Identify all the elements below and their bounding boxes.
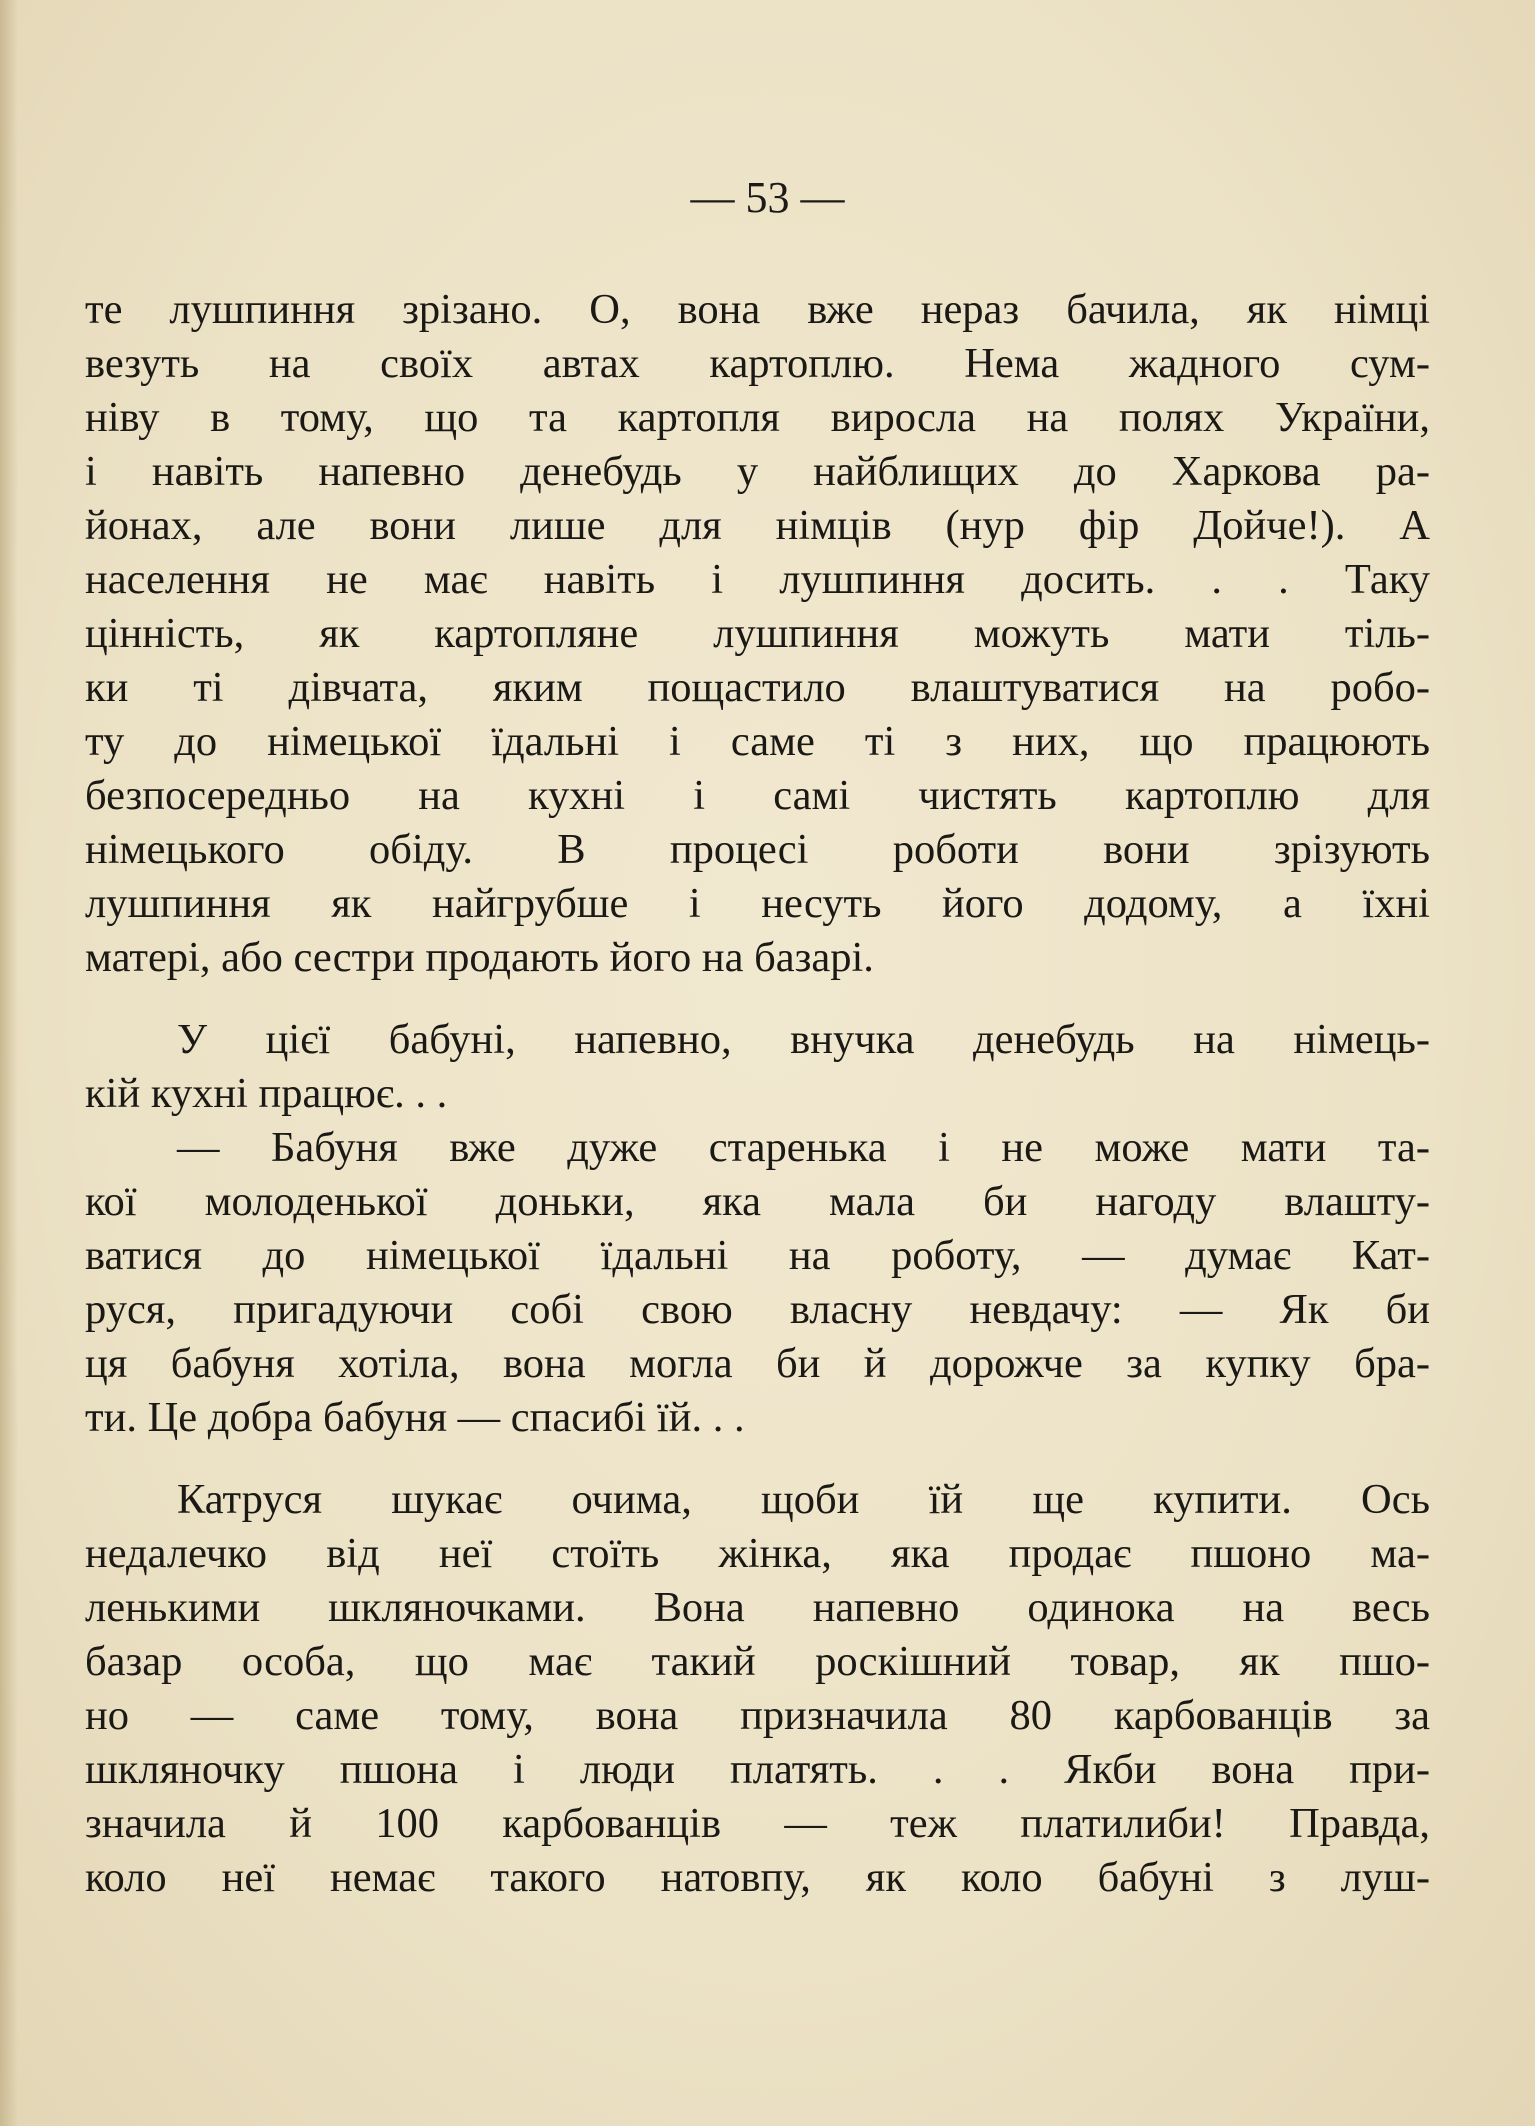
text-line: ленькими шкляночками. Вона напевно одинока на весь	[85, 1584, 1430, 1631]
paragraph	[85, 283, 1430, 985]
text-line: шкляночку пшона і люди платять. . . Якби вона при-	[85, 1746, 1430, 1793]
text-line: У цієї бабуні, напевно, внучка денебудь на німець-	[177, 1016, 1430, 1063]
text-line: ту до німецької їдальні і саме ті з них, що працюють	[85, 718, 1430, 765]
text-line: ки ті дівчата, яким пощастило влаштуватися на робо-	[85, 664, 1430, 711]
paragraph-gap	[85, 1445, 1430, 1473]
paragraph	[85, 1473, 1430, 1905]
paragraph	[85, 1013, 1430, 1121]
text-line: везуть на своїх автах картоплю. Нема жадного сум-	[85, 340, 1430, 387]
text-line: матері, або сестри продають його на базарі.	[85, 934, 874, 981]
text-line: населення не має навіть і лушпиння досить. . . Таку	[85, 556, 1430, 603]
text-line: значила й 100 карбованців — теж платилиби! Правда,	[85, 1800, 1430, 1847]
text-line: ця бабуня хотіла, вона могла би й дорожче за купку бра-	[85, 1340, 1430, 1387]
text-line: безпосередньо на кухні і самі чистять картоплю для	[85, 772, 1430, 819]
text-line: базар особа, що має такий роскішний товар, як пшо-	[85, 1638, 1430, 1685]
text-line: недалечко від неї стоїть жінка, яка продає пшоно ма-	[85, 1530, 1430, 1577]
text-line: Катруся шукає очима, щоби їй ще купити. Ось	[177, 1476, 1430, 1523]
paragraph	[85, 1121, 1430, 1445]
text-line: ватися до німецької їдальні на роботу, — думає Кат-	[85, 1232, 1430, 1279]
page-number: — 53 —	[690, 173, 845, 222]
text-line: руся, пригадуючи собі свою власну невдачу: — Як би	[85, 1286, 1430, 1333]
text-line: но — саме тому, вона призначила 80 карбованців за	[85, 1692, 1430, 1739]
text-line: коло неї немає такого натовпу, як коло бабуні з луш-	[85, 1854, 1430, 1901]
text-line: ти. Це добра бабуня — спасибі їй. . .	[85, 1394, 745, 1441]
text-line: — Бабуня вже дуже старенька і не може мати та-	[177, 1124, 1430, 1171]
text-line: те лушпиння зрізано. О, вона вже нераз бачила, як німці	[85, 286, 1430, 333]
text-line: німецького обіду. В процесі роботи вони зрізують	[85, 826, 1430, 873]
text-line: кої молоденької доньки, яка мала би нагоду влашту-	[85, 1178, 1430, 1225]
text-line: йонах, але вони лише для німців (нур фір Дойче!). А	[85, 502, 1430, 549]
text-line: і навіть напевно денебудь у найблищих до Харкова ра-	[85, 448, 1430, 495]
text-line: цінність, як картопляне лушпиння можуть мати тіль-	[85, 610, 1430, 657]
text-line: кій кухні працює. . .	[85, 1070, 448, 1117]
text-line: ніву в тому, що та картопля виросла на полях України,	[85, 394, 1430, 441]
paragraph-gap	[85, 985, 1430, 1013]
body-text	[85, 283, 1430, 1905]
page-edge-shadow	[0, 0, 18, 2126]
text-line: лушпиння як найгрубше і несуть його додому, а їхні	[85, 880, 1430, 927]
